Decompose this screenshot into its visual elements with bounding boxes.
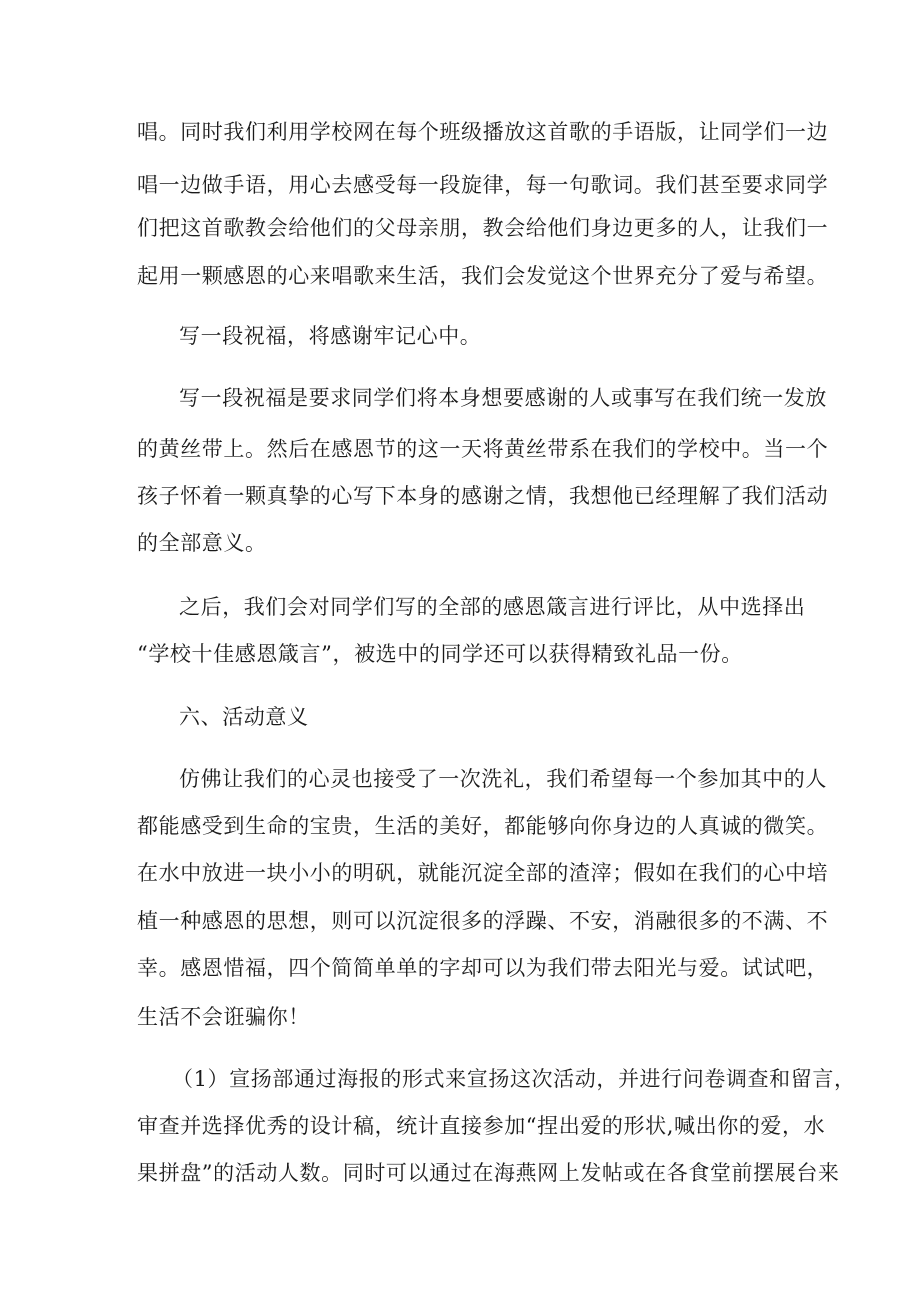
paragraph-3-line-3: 孩子怀着一颗真挚的心写下本身的感谢之情，我想他已经理解了我们活动 — [137, 484, 829, 508]
paragraph-1-line-2: 唱一边做手语，用心去感受每一段旋律，每一句歌词。我们甚至要求同学 — [137, 173, 829, 197]
section-heading: 六、活动意义 — [179, 705, 309, 729]
paragraph-6-line-5: 幸。感恩惜福，四个简简单单的字却可以为我们带去阳光与爱。试试吧， — [137, 956, 829, 980]
paragraph-1-line-1: 唱。同时我们利用学校网在每个班级播放这首歌的手语版，让同学们一边 — [137, 120, 829, 144]
paragraph-3-line-2: 的黄丝带上。然后在感恩节的这一天将黄丝带系在我们的学校中。当一个 — [137, 437, 829, 461]
paragraph-6-line-4: 植一种感恩的思想，则可以沉淀很多的浮躁、不安，消融很多的不满、不 — [137, 909, 829, 933]
paragraph-3-line-4: 的全部意义。 — [137, 531, 267, 555]
paragraph-6-line-2: 都能感受到生命的宝贵，生活的美好，都能够向你身边的人真诚的微笑。 — [137, 814, 829, 838]
paragraph-6-line-6: 生活不会诳骗你！ — [137, 1005, 310, 1029]
paragraph-6-line-3: 在水中放进一块小小的明矾，就能沉淀全部的渣滓；假如在我们的心中培 — [137, 861, 829, 885]
paragraph-1-line-4: 起用一颗感恩的心来唱歌来生活，我们会发觉这个世界充分了爱与希望。 — [137, 264, 829, 288]
paragraph-1-line-3: 们把这首歌教会给他们的父母亲朋，教会给他们身边更多的人，让我们一 — [137, 216, 829, 240]
paragraph-3-line-1: 写一段祝福是要求同学们将本身想要感谢的人或事写在我们统一发放 — [179, 386, 827, 410]
paragraph-7-line-3: 果拼盘”的活动人数。同时可以通过在海燕网上发帖或在各食堂前摆展台来 — [137, 1161, 840, 1185]
paragraph-4-line-2: “学校十佳感恩箴言”，被选中的同学还可以获得精致礼品一份。 — [137, 642, 743, 666]
paragraph-7-line-1: （1）宣扬部通过海报的形式来宣扬这次活动，并进行问卷调查和留言， — [172, 1067, 856, 1091]
paragraph-6-line-1: 仿佛让我们的心灵也接受了一次洗礼，我们希望每一个参加其中的人 — [179, 767, 827, 791]
paragraph-7-line-2: 审查并选择优秀的设计稿，统计直接参加“捏出爱的形状,喊出你的爱，水 — [137, 1114, 826, 1138]
paragraph-4-line-1: 之后，我们会对同学们写的全部的感恩箴言进行评比，从中选择出 — [179, 595, 806, 619]
paragraph-2-line-1: 写一段祝福，将感谢牢记心中。 — [179, 324, 482, 348]
